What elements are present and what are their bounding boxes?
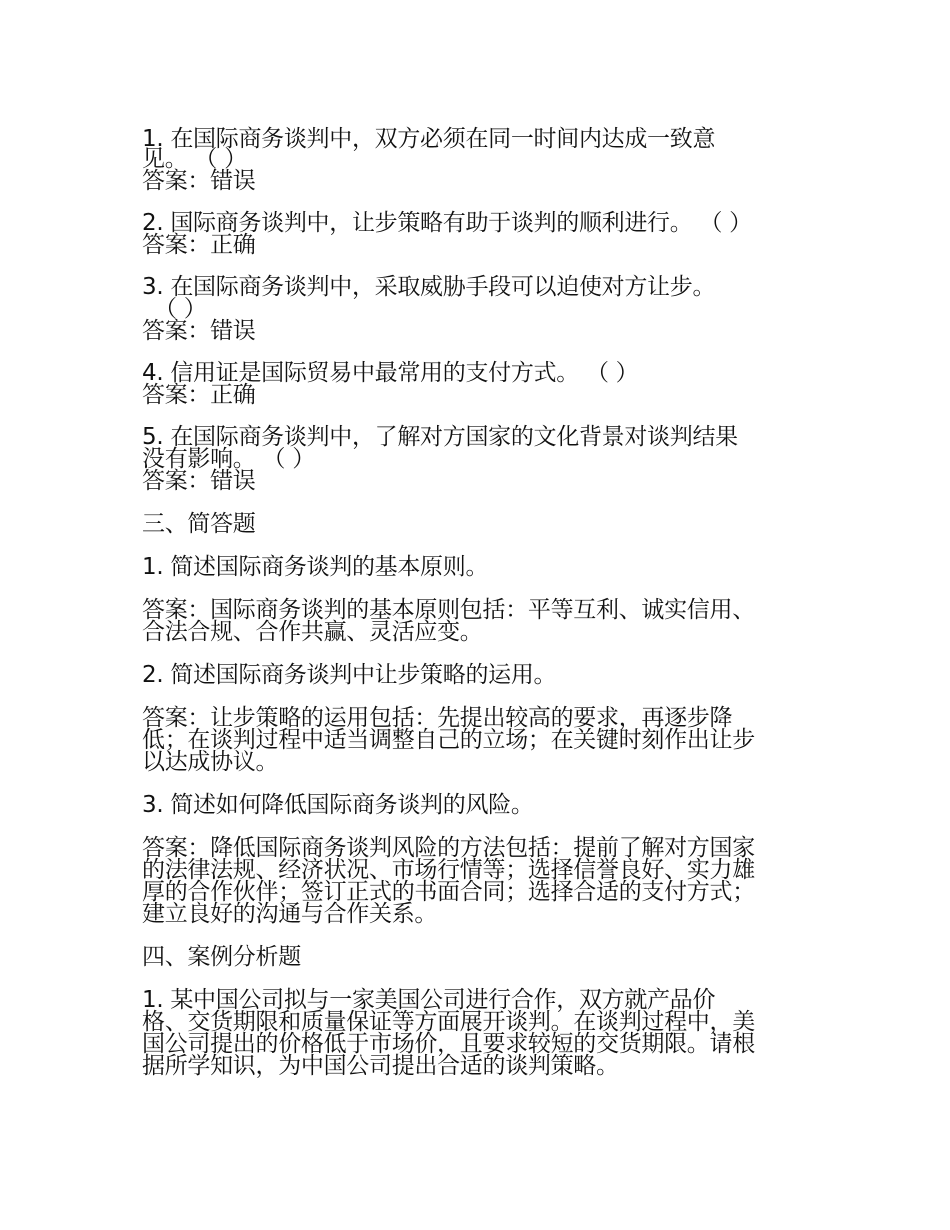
question-line: 5. 在国际商务谈判中，了解对方国家的文化背景对谈判结果 <box>142 424 738 450</box>
case-question-1: 1. 某中国公司拟与一家美国公司进行合作，双方就产品价 格、交货期限和质量保证等方面展开谈判。在谈判过程中，美 国公司提出的价格低于市场价，且要求较短的交货期限。请根 据所学知识，为中国公司提出合适的谈判策略。 <box>142 987 755 1079</box>
true-false-item-5 <box>142 426 812 492</box>
question-line: 1. 在国际商务谈判中，双方必须在同一时间内达成一致意 <box>142 126 716 152</box>
answer-line: 答案：正确 <box>142 382 256 408</box>
true-false-item-2 <box>142 212 812 256</box>
question-line: 见。 （ ） <box>142 146 247 172</box>
short-answer-question-3: 3. 简述如何降低国际商务谈判的风险。 <box>142 792 534 818</box>
true-false-item-4 <box>142 362 812 406</box>
short-answer-answer-2: 答案：让步策略的运用包括：先提出较高的要求，再逐步降 低；在谈判过程中适当调整自己的立场；在关键时刻作出让步 以达成协议。 <box>142 705 755 775</box>
question-line: 4. 信用证是国际贸易中最常用的支付方式。 （ ） <box>142 360 639 386</box>
short-answer-question-1: 1. 简述国际商务谈判的基本原则。 <box>142 554 489 580</box>
short-answer-question-2: 2. 简述国际商务谈判中让步策略的运用。 <box>142 662 557 688</box>
document-page <box>142 128 812 1077</box>
answer-line: 答案：错误 <box>142 468 256 494</box>
true-false-item-3 <box>142 276 812 342</box>
section-heading-short-answer: 三、简答题 <box>142 511 256 537</box>
short-answer-answer-1: 答案：国际商务谈判的基本原则包括：平等互利、诚实信用、 合法合规、合作共赢、灵活应变。 <box>142 597 755 645</box>
answer-line: 答案：正确 <box>142 232 256 258</box>
question-line: （ ） <box>154 296 207 322</box>
question-line: 2. 国际商务谈判中，让步策略有助于谈判的顺利进行。 （ ） <box>142 210 752 236</box>
true-false-item-1 <box>142 128 812 192</box>
section-heading-case-analysis: 四、案例分析题 <box>142 944 301 970</box>
short-answer-answer-3: 答案：降低国际商务谈判风险的方法包括：提前了解对方国家 的法律法规、经济状况、市场行情等；选择信誉良好、实力雄 厚的合作伙伴；签订正式的书面合同；选择合适的支付方式； 建立良好的沟通与合作关系。 <box>142 835 755 927</box>
answer-line: 答案：错误 <box>142 318 256 344</box>
answer-line: 答案：错误 <box>142 168 256 194</box>
question-line: 没有影响。 （ ） <box>142 446 315 472</box>
question-line: 3. 在国际商务谈判中，采取威胁手段可以迫使对方让步。 <box>142 274 716 300</box>
